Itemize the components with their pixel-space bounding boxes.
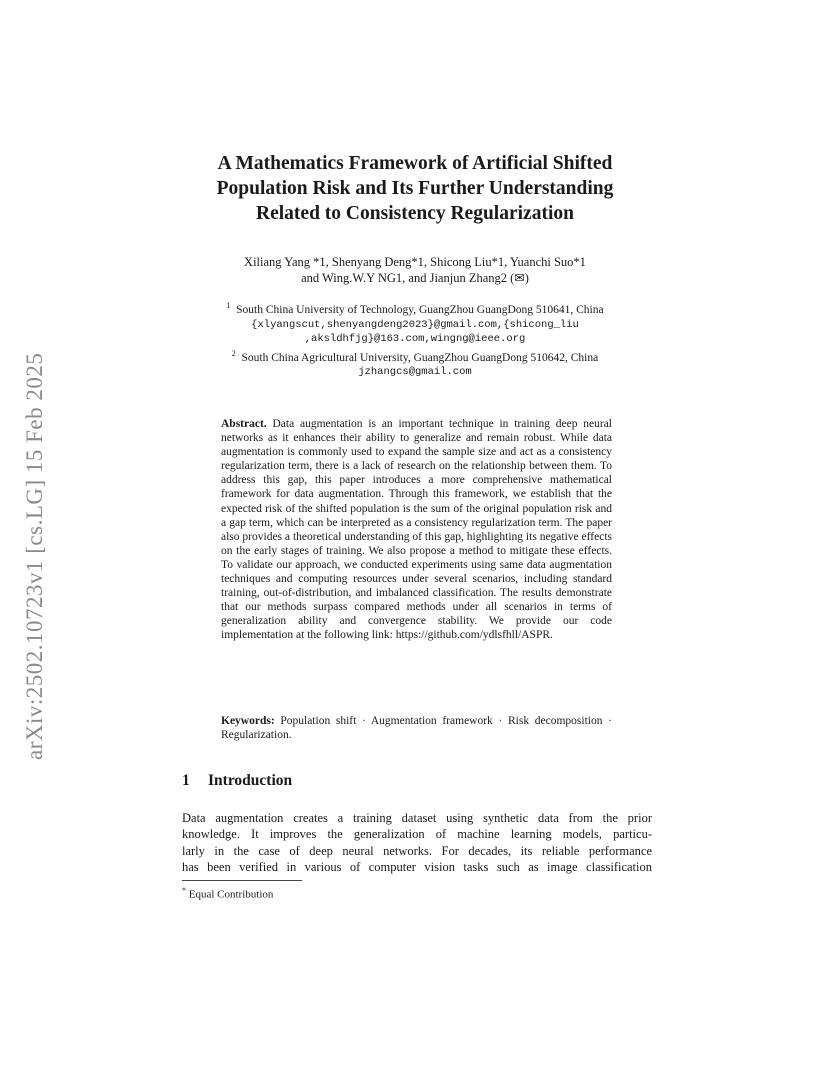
introduction-paragraph (182, 810, 652, 875)
title-line-3: Related to Consistency Regularization (256, 203, 574, 224)
abstract (221, 417, 612, 643)
authors-line-2: and Wing.W.Y NG1, and Jianjun Zhang2 (✉) (301, 271, 529, 285)
affiliations (140, 299, 690, 380)
paper-title (140, 151, 690, 226)
intro-line-1: Data augmentation creates a training dataset using synthetic data from the prior (182, 811, 652, 825)
footnote (182, 886, 273, 901)
affiliation-1-email-2: ,aksldhfjg}@163.com,wingng@ieee.org (304, 333, 526, 346)
authors-line-1: Xiliang Yang *1, Shenyang Deng*1, Shicong Liu*1, Yuanchi Suo*1 (244, 255, 586, 269)
affiliation-1-name: South China University of Technology, GuangZhou GuangDong 510641, China (236, 303, 604, 316)
keywords-label: Keywords: (221, 715, 275, 727)
keywords (221, 714, 612, 742)
footnote-rule (182, 880, 302, 881)
intro-line-2: knowledge. It improves the generalization of machine learning models, particu- (182, 827, 652, 842)
section-heading-introduction (182, 772, 292, 790)
affiliation-1 (140, 299, 690, 318)
affiliation-1-marker: 1 (226, 301, 231, 310)
section-number: 1 (182, 772, 190, 789)
section-title: Introduction (208, 772, 293, 789)
title-line-2: Population Risk and Its Further Understanding (216, 178, 614, 199)
footnote-marker: * (182, 886, 186, 895)
affiliation-1-email-1: {xlyangscut,shenyangdeng2023}@gmail.com,{shicong_liu (251, 318, 579, 331)
footnote-text: Equal Contribution (188, 888, 274, 901)
author-list (140, 254, 690, 286)
affiliation-2-marker: 2 (231, 348, 236, 358)
affiliation-2 (140, 347, 690, 366)
arxiv-id-stamp: arXiv:2502.10723v1 [cs.LG] 15 Feb 2025 (22, 352, 47, 760)
abstract-label: Abstract. (221, 418, 267, 430)
title-line-1: A Mathematics Framework of Artificial Shifted (217, 153, 613, 174)
intro-line-3: larly in the case of deep neural networks. For decades, its reliable performance (182, 843, 652, 858)
affiliation-2-email: jzhangcs@gmail.com (358, 366, 472, 379)
keywords-text: Population shift · Augmentation framework · Risk decomposition · Regularization. (221, 715, 612, 742)
affiliation-2-name: South China Agricultural University, GuangZhou GuangDong 510642, China (241, 351, 599, 364)
intro-line-4: has been verified in various of computer vision tasks such as image classification (182, 859, 652, 874)
abstract-text: Data augmentation is an important technique in training deep neural networks as it enhances their ability to generalize and remain robust. While data augmentation is commonly used to expand the sample size and act as a consistency regularization term, there is a lack of research on the relationship between them. To address this gap, this paper introduces a more comprehensive mathematical framework for data augmentation. Through this framework, we establish that the expected risk of the shifted population is the sum of the original population risk and a gap term, which can be interpreted as a consistency regularization term. The paper also provides a theoretical understanding of this gap, highlighting its negative effects on the early stages of training. We also propose a method to mitigate these effects. To validate our approach, we conducted experiments using same data augmentation techniques and computing resources under several scenarios, including standard training, out-of-distribution, and imbalanced classification. The results demonstrate that our methods surpass compared methods under all scenarios in terms of generalization ability and convergence stability. We provide our code implementation at the following link: https://github.com/ydlsfhll/ASPR. (221, 418, 612, 642)
